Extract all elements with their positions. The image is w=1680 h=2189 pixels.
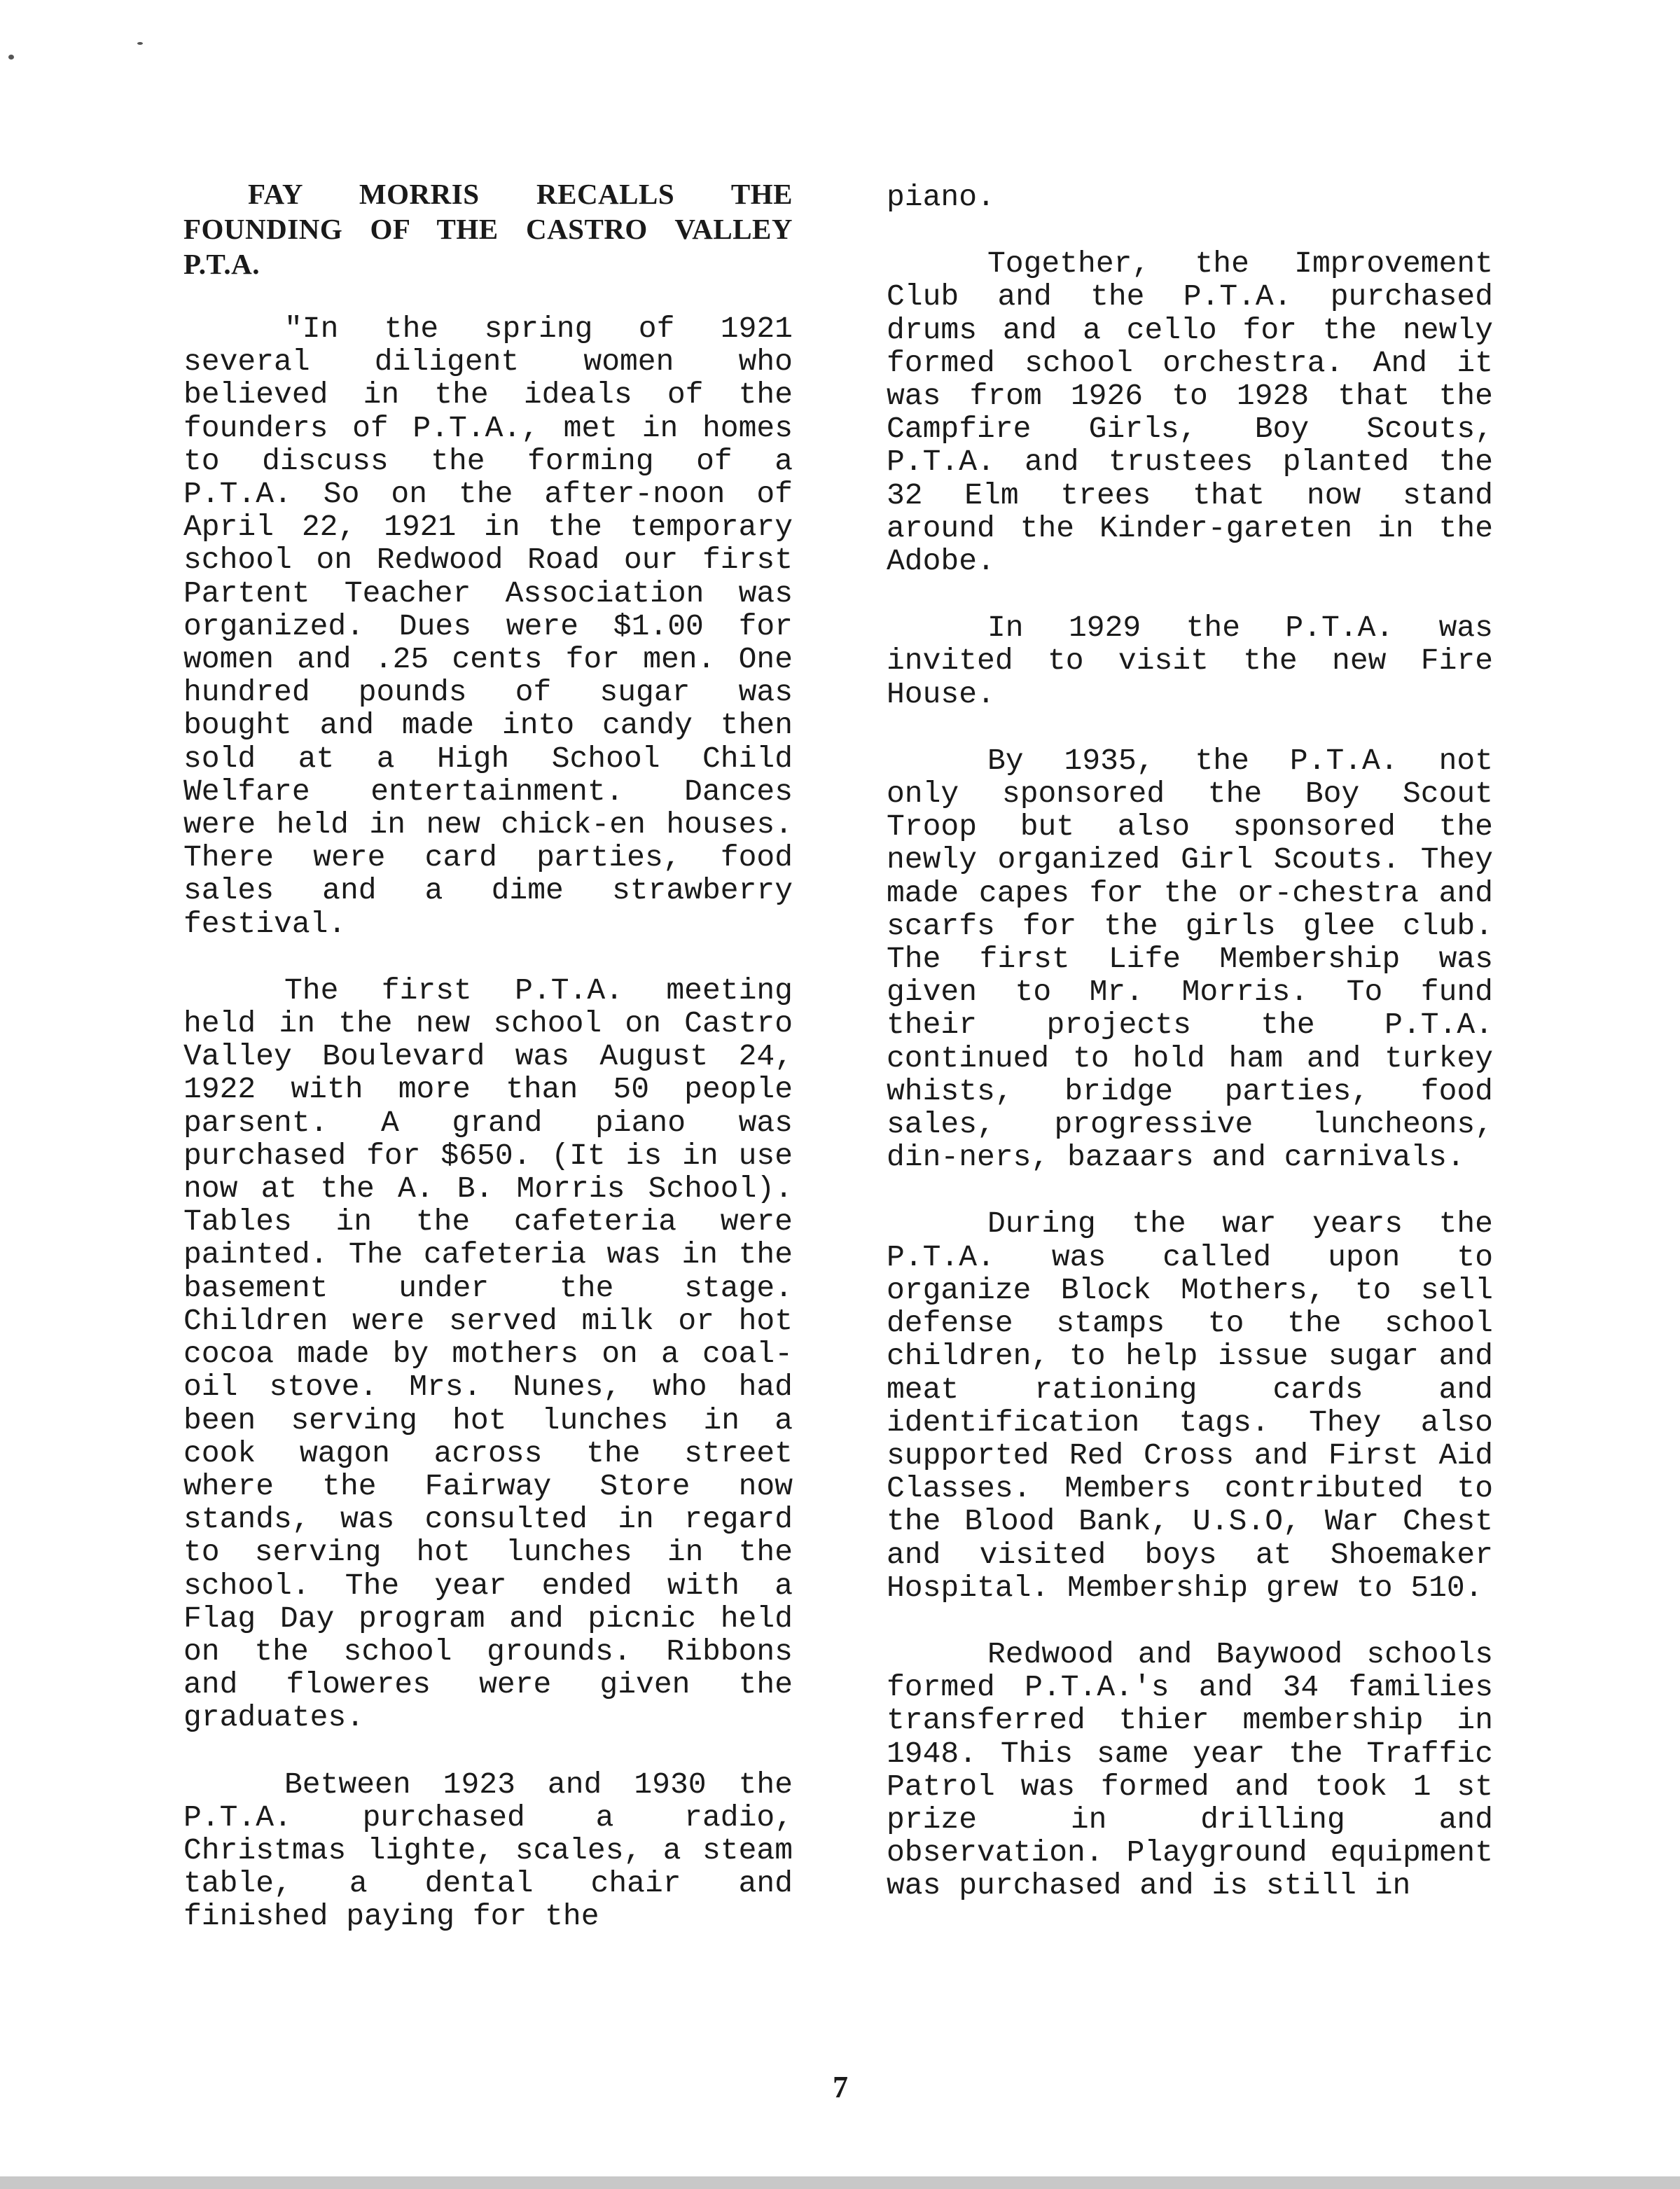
page-number: 7 — [833, 2070, 848, 2104]
paragraph: Between 1923 and 1930 the P.T.A. purchased a radio, Christmas lighte, scales, a steam table, a dental chair and finished paying for the — [183, 1767, 793, 1934]
paragraph: The first P.T.A. meeting held in the new school on Castro Valley Boulevard was August 24, 1922 with more than 50 people parsent. A grand piano was purchased for $650. (It is in use now at the A. B. Morris School). Tables in the cafeteria were painted. The cafeteria was in the basement under the stage. Children were served milk or hot cocoa made by mothers on a coal-oil stove. Mrs. Nunes, who had been serving hot lunches in a cook wagon across the street where the Fairway Store now stands, was consulted in regard to serving hot lunches in the school. The year ended with a Flag Day program and picnic held on the school grounds. Ribbons and floweres were given the graduates. — [183, 973, 793, 1735]
paragraph-continuation: piano. — [887, 180, 995, 214]
scan-speck — [137, 42, 143, 45]
paragraph: In 1929 the P.T.A. was invited to visit the new Fire House. — [887, 611, 1493, 711]
scan-edge — [0, 2176, 1680, 2189]
paragraph: By 1935, the P.T.A. not only sponsored the Boy Scout Troop but also sponsored the newly organized Girl Scouts. They made capes for the or-chestra and scarfs for the girls glee club. The first Life Membership was given to Mr. Morris. To fund their projects the P.T.A. continued to hold ham and turkey whists, bridge parties, food sales, progressive luncheons, din-ners, bazaars and carnivals. — [887, 743, 1493, 1175]
right-column — [887, 181, 1493, 1936]
paragraph: During the war years the P.T.A. was called upon to organize Block Mothers, to sell defense stamps to the school children, to help issue sugar and meat rationing cards and identification tags. They also supported Red Cross and First Aid Classes. Members contributed to the Blood Bank, U.S.O, War Chest and visited boys at Shoemaker Hospital. Membership grew to 510. — [887, 1207, 1493, 1605]
article-title: FAY MORRIS RECALLS THE FOUNDING OF THE CASTRO VALLEY P.T.A. — [183, 178, 793, 280]
left-column — [183, 176, 793, 1967]
paragraph: Redwood and Baywood schools formed P.T.A.'s and 34 families transferred thier membership in 1948. This same year the Traffic Patrol was formed and took 1 st prize in drilling and observation. Playground equipment was purchased and is still in — [887, 1636, 1493, 1903]
paragraph: "In the spring of 1921 several diligent women who believed in the ideals of the founders of P.T.A., met in homes to discuss the forming of a P.T.A. So on the after-noon of April 22, 1921 in the temporary school on Redwood Road our first Partent Teacher Association was organized. Dues were $1.00 for women and .25 cents for men. One hundred pounds of sugar was bought and made into candy then sold at a High School Child Welfare entertainment. Dances were held in new chick-en houses. There were card parties, food sales and a dime strawberry festival. — [183, 312, 793, 941]
paragraph: Together, the Improvement Club and the P.T.A. purchased drums and a cello for the newly formed school orchestra. And it was from 1926 to 1928 that the Campfire Girls, Boy Scouts, P.T.A. and trustees planted the 32 Elm trees that now stand around the Kinder-gareten in the Adobe. — [887, 246, 1493, 579]
scan-speck — [8, 55, 14, 60]
